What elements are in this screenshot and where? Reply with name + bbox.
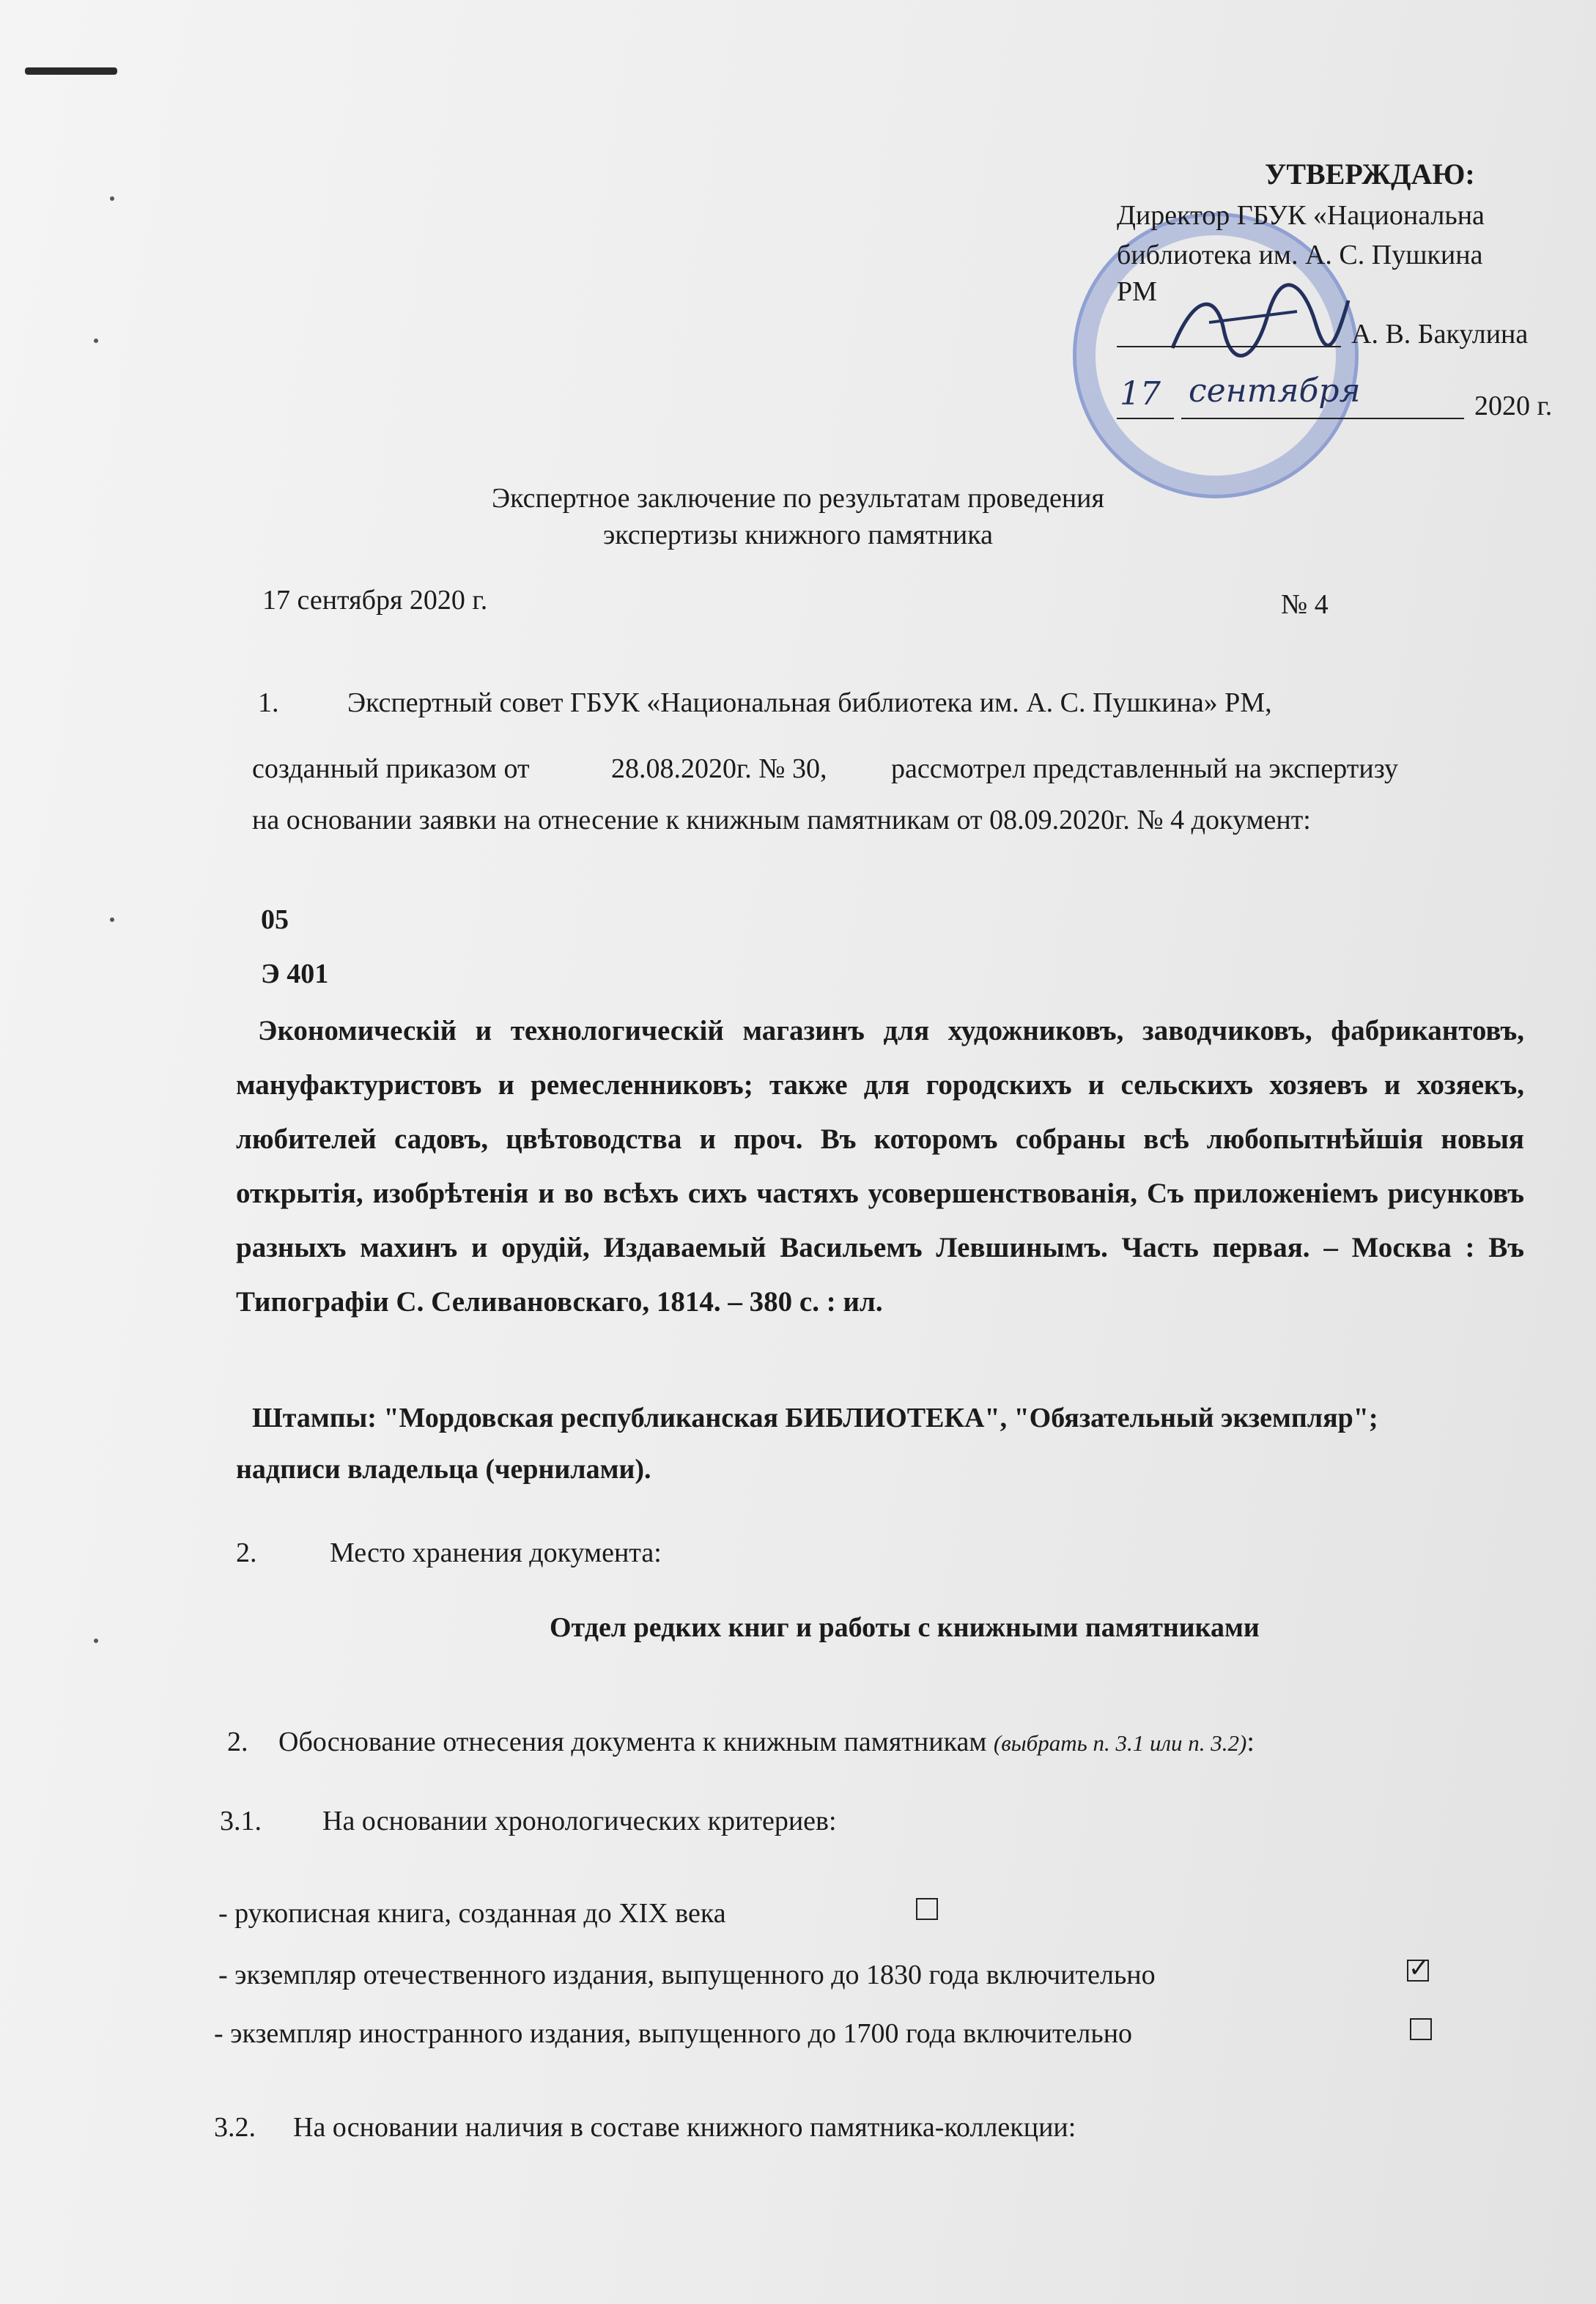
sub32-label: На основании наличия в составе книжного памятника-коллекции: [293,2112,1076,2143]
book-stamps-line1: Штампы: "Мордовская республиканская БИБЛИОТЕКА", "Обязательный экземпляр"; [252,1403,1378,1433]
punch-mark [110,196,114,201]
document-date: 17 сентября 2020 г. [262,585,488,616]
book-code-1: 05 [261,904,289,935]
sub31-number: 3.1. [220,1806,262,1836]
approval-position-line1: Директор ГБУК «Национальна [1117,200,1485,231]
approval-date-month: сентября [1189,372,1361,410]
section2-label: Место хранения документа: [330,1537,662,1568]
approval-position-line2: библиотека им. А. С. Пушкина [1117,240,1483,270]
document-number: № 4 [1281,589,1329,620]
section1-order: 28.08.2020г. № 30, [611,753,827,784]
signature [1165,278,1356,374]
section3-colon: : [1246,1727,1255,1757]
document-title-line2: экспертизы книжного памятника [603,520,993,550]
punch-mark [110,917,114,922]
section1-line2c: рассмотрел представленный на экспертизу [891,753,1398,784]
approval-date-day: 17 [1120,375,1161,413]
criterion-manuscript-checkbox[interactable] [916,1898,938,1920]
section3-label: Обоснование отнесения документа к книжным памятникам [278,1727,987,1757]
sub32-number: 3.2. [214,2112,256,2143]
approval-position-line3: РМ [1117,276,1157,307]
document-title-line1: Экспертное заключение по результатам проведения [492,483,1104,514]
storage-location: Отдел редких книг и работы с книжными памятниками [550,1612,1260,1643]
approval-title: УТВЕРЖДАЮ: [1265,158,1475,191]
criterion-domestic: - экземпляр отечественного издания, выпущенного до 1830 года включительно [218,1960,1156,1990]
section1-line2a: созданный приказом от [252,753,530,784]
punch-mark [94,339,98,343]
section1-number: 1. [258,687,279,718]
section1-line1: Экспертный совет ГБУК «Национальная библиотека им. А. С. Пушкина» РМ, [347,687,1272,718]
criterion-manuscript: - рукописная книга, созданная до XIX века [218,1898,726,1929]
section3-hint: (выбрать п. 3.1 или п. 3.2) [993,1730,1247,1756]
signature-line [1117,346,1341,347]
criterion-foreign: - экземпляр иностранного издания, выпущенного до 1700 года включительно [214,2018,1133,2049]
book-description: Экономическiй и технологическiй магазинъ для художниковъ, заводчиковъ, фабрикантовъ, мануфактуристовъ и ремесленниковъ; также для городскихъ и сельскихъ хозяевъ и хозяекъ, любителей садовъ, цвѣтоводства и проч. Въ которомъ собраны всѣ любопытнѣйшiя новыя открытiя, изобрѣтенiя и во всѣхъ сихъ частяхъ усовершенствованiя, Съ приложенiемъ рисунковъ разныхъ махинъ и орудiй, Издаваемый Васильемъ Левшинымъ. Часть первая. – Москва : Въ Типографiи С. Селивановскаго, 1814. – 380 с. : ил. [236,1015,1524,1318]
criterion-foreign-checkbox[interactable] [1410,2018,1432,2040]
approval-date-year: 2020 г. [1474,391,1553,421]
sub31-label: На основании хронологических критериев: [322,1806,837,1836]
staple [25,67,117,75]
checkmark-icon: ✓ [1408,1955,1430,1982]
date-month-line [1181,418,1464,419]
approval-signer: А. В. Бакулина [1351,319,1529,350]
section3-basis [278,1728,1255,1756]
section2-number: 2. [236,1537,257,1568]
book-stamps-line2: надписи владельца (чернилами). [236,1454,651,1485]
section1-line3: на основании заявки на отнесение к книжным памятникам от 08.09.2020г. № 4 документ: [252,805,1311,835]
section3-number: 2. [227,1727,248,1757]
criterion-domestic-checkbox[interactable] [1407,1955,1430,1982]
date-day-line [1117,418,1174,419]
book-code-2: Э 401 [261,959,329,989]
punch-mark [94,1639,98,1643]
